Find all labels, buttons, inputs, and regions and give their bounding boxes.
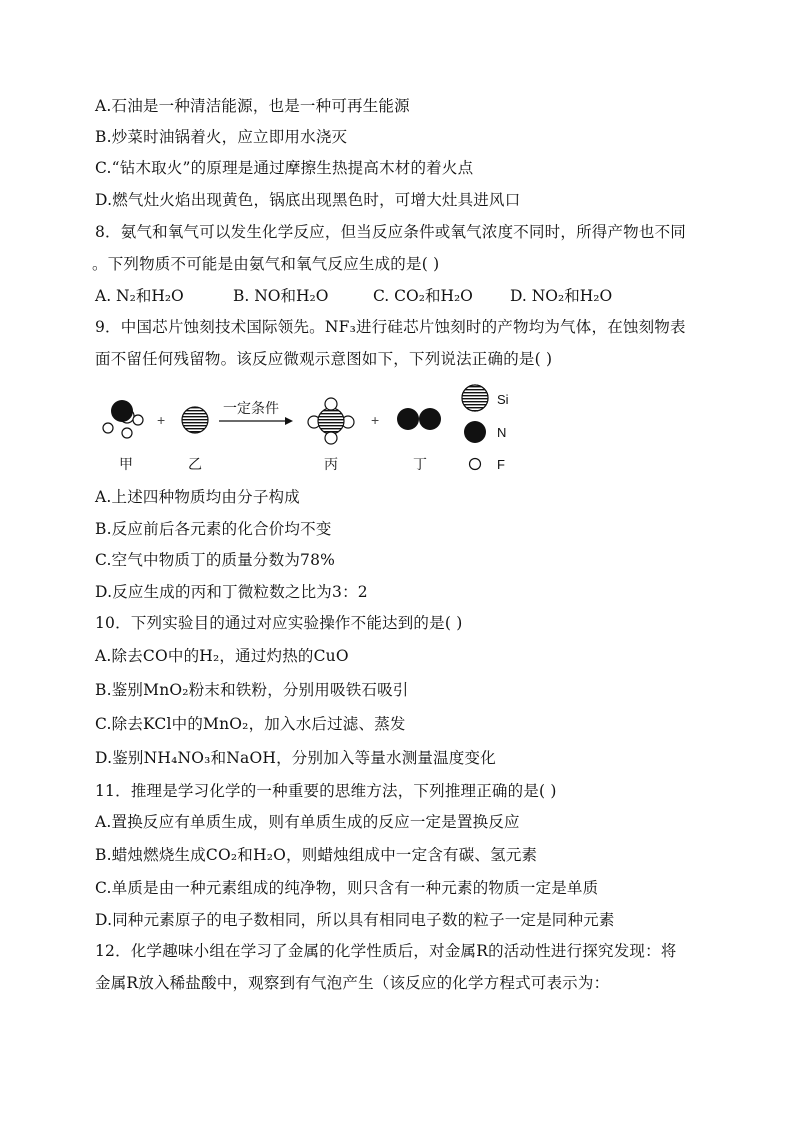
q10-option-d: D.鉴别NH₄NO₃和NaOH，分别加入等量水测量温度变化 xyxy=(95,749,496,767)
legend-f-label: F xyxy=(497,457,505,472)
label-yi: 乙 xyxy=(188,457,202,473)
q11-stem: 11．推理是学习化学的一种重要的思维方法，下列推理正确的是( ) xyxy=(95,782,557,800)
q11-option-b: B.蜡烛燃烧生成CO₂和H₂O，则蜡烛组成中一定含有碳、氢元素 xyxy=(95,846,538,864)
legend xyxy=(455,380,535,480)
molecule-bing xyxy=(308,398,354,444)
legend-n-label: N xyxy=(497,425,507,440)
q7-option-a: A.石油是一种清洁能源，也是一种可再生能源 xyxy=(95,97,410,115)
q8-option-a: A. N₂和H₂O xyxy=(95,287,184,305)
molecule-ding xyxy=(397,408,441,430)
reaction-condition: 一定条件 xyxy=(223,401,279,417)
q9-option-c: C.空气中物质丁的质量分数为78% xyxy=(95,551,336,569)
q9-option-b: B.反应前后各元素的化合价均不变 xyxy=(95,520,332,538)
legend-si-label: Si xyxy=(497,392,509,407)
q10-option-b: B.鉴别MnO₂粉末和铁粉，分别用吸铁石吸引 xyxy=(95,681,409,699)
molecule-jia xyxy=(103,400,143,438)
q8-option-d: D. NO₂和H₂O xyxy=(510,287,613,305)
q10-option-c: C.除去KCl中的MnO₂，加入水后过滤、蒸发 xyxy=(95,715,406,733)
legend-f-atom xyxy=(470,459,481,470)
q8-stem-line2: 。下列物质不可能是由氨气和氧气反应生成的是( ) xyxy=(92,255,440,273)
q9-option-a: A.上述四种物质均由分子构成 xyxy=(95,488,300,506)
q10-stem: 10．下列实验目的通过对应实验操作不能达到的是( ) xyxy=(95,614,463,632)
q7-option-d: D.燃气灶火焰出现黄色，锅底出现黑色时，可增大灶具进风口 xyxy=(95,191,521,209)
q7-option-c: C.“钻木取火”的原理是通过摩擦生热提高木材的着火点 xyxy=(95,159,474,177)
legend-n-atom xyxy=(464,421,486,443)
q11-option-c: C.单质是由一种元素组成的纯净物，则只含有一种元素的物质一定是单质 xyxy=(95,879,599,897)
label-ding: 丁 xyxy=(413,457,427,473)
q9-stem-line2: 面不留任何残留物。该反应微观示意图如下，下列说法正确的是( ) xyxy=(95,350,553,368)
q10-option-a: A.除去CO中的H₂，通过灼热的CuO xyxy=(95,647,349,665)
q8-options xyxy=(95,284,715,304)
plus-sign-2: + xyxy=(371,412,380,428)
q8-stem-line1: 8．氨气和氧气可以发生化学反应，但当反应条件或氧气浓度不同时，所得产物也不同 xyxy=(95,223,686,241)
molecule-yi xyxy=(182,407,208,433)
q7-option-b: B.炒菜时油锅着火，应立即用水浇灭 xyxy=(95,128,348,146)
q12-stem-line1: 12．化学趣味小组在学习了金属的化学性质后，对金属R的活动性进行探究发现：将 xyxy=(95,942,677,960)
label-bing: 丙 xyxy=(324,457,338,473)
plus-sign-1: + xyxy=(157,412,166,428)
q11-option-d: D.同种元素原子的电子数相同，所以具有相同电子数的粒子一定是同种元素 xyxy=(95,911,615,929)
q9-option-d: D.反应生成的丙和丁微粒数之比为3：2 xyxy=(95,583,368,601)
q9-stem-line1: 9．中国芯片蚀刻技术国际领先。NF₃进行硅芯片蚀刻时的产物均为气体，在蚀刻物表 xyxy=(95,318,686,336)
q12-stem-line2: 金属R放入稀盐酸中，观察到有气泡产生（该反应的化学方程式可表示为： xyxy=(95,974,610,992)
q8-option-c: C. CO₂和H₂O xyxy=(373,287,473,305)
label-jia: 甲 xyxy=(119,457,133,473)
q8-option-b: B. NO和H₂O xyxy=(233,287,329,305)
q11-option-a: A.置换反应有单质生成，则有单质生成的反应一定是置换反应 xyxy=(95,813,520,831)
